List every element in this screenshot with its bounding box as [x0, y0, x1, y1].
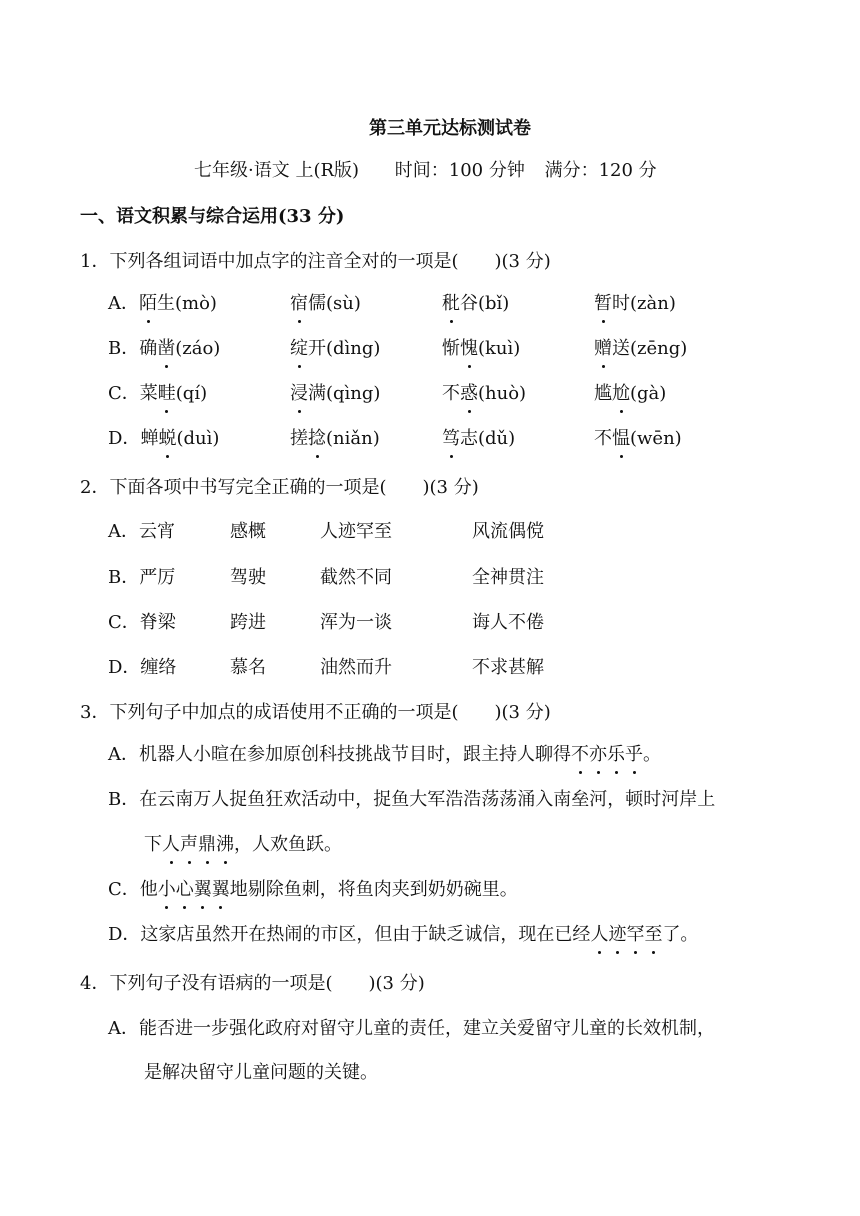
q2-option-item: 人迹罕至 — [320, 521, 392, 542]
q1-option-item: 宿儒(sù) — [290, 293, 361, 314]
dotted-character: 笃 — [442, 428, 460, 449]
question-4-option-a-line2: 是解决留守儿童问题的关键。 — [144, 1062, 378, 1083]
q2-option-item: 全神贯注 — [472, 567, 544, 588]
grade-info: 七年级·语文 上(R版) — [194, 160, 360, 181]
dotted-character: 迹 — [608, 924, 627, 945]
q1-option-item: B．确凿(záo) — [108, 338, 221, 359]
question-2-stem: 2．下面各项中书写完全正确的一项是( )(3 分) — [80, 477, 479, 498]
question-1-stem: 1．下列各组词语中加点字的注音全对的一项是( )(3 分) — [80, 251, 551, 272]
dotted-character: 人 — [162, 834, 180, 855]
dotted-idiom — [158, 879, 230, 900]
time-info: 时间：100 分钟 — [394, 160, 525, 181]
q1-option-item: 搓捻(niǎn) — [290, 428, 380, 449]
dotted-character: 陌 — [139, 293, 157, 314]
dotted-character: 尬 — [612, 383, 630, 404]
section-heading: 一、语文积累与综合运用(33 分) — [80, 206, 345, 227]
dotted-character: 乎 — [625, 744, 643, 765]
dotted-character: 畦 — [157, 383, 176, 404]
dotted-character: 人 — [590, 924, 609, 945]
dotted-character: 罕 — [626, 924, 645, 945]
q1-option-item: A．陌生(mò) — [108, 293, 217, 314]
q2-option-item: 油然而升 — [320, 657, 392, 678]
q1-option-item: 暂时(zàn) — [594, 293, 676, 314]
q2-option-item: A．云宵 — [108, 521, 175, 542]
dotted-character: 心 — [175, 879, 194, 900]
dotted-character: 小 — [157, 879, 176, 900]
q1-option-item: 笃志(dǔ) — [442, 428, 516, 449]
dotted-character: 赠 — [594, 338, 612, 359]
dotted-character: 乐 — [607, 744, 625, 765]
q1-option-item: 惭愧(kuì) — [442, 338, 521, 359]
dotted-character: 浸 — [290, 383, 308, 404]
score-info: 满分：120 分 — [544, 160, 657, 181]
dotted-character: 宿 — [290, 293, 308, 314]
dotted-character: 愧 — [460, 338, 478, 359]
dotted-idiom — [590, 924, 662, 945]
dotted-character: 愠 — [612, 428, 630, 449]
q2-option-item: D．缠络 — [108, 657, 177, 678]
dotted-character: 秕 — [442, 293, 460, 314]
question-3-option-a: A．机器人小暄在参加原创科技挑战节目时，跟主持人聊得不亦乐乎。 — [108, 744, 661, 765]
question-3-option-d: D．这家店虽然开在热闹的市区，但由于缺乏诚信，现在已经人迹罕至了。 — [108, 924, 699, 945]
dotted-character: 惑 — [460, 383, 478, 404]
dotted-character: 沸 — [216, 834, 234, 855]
q2-option-item: 慕名 — [230, 657, 266, 678]
dotted-character: 捻 — [308, 428, 326, 449]
q1-option-item: 不愠(wēn) — [594, 428, 682, 449]
question-3-stem: 3．下列句子中加点的成语使用不正确的一项是( )(3 分) — [80, 702, 551, 723]
page-title: 第三单元达标测试卷 — [369, 118, 531, 139]
q2-option-item: C．脊梁 — [108, 612, 176, 633]
q2-option-item: 驾驶 — [230, 567, 266, 588]
dotted-idiom — [571, 744, 643, 765]
dotted-character: 蜕 — [158, 428, 177, 449]
question-4-stem: 4．下列句子没有语病的一项是( )(3 分) — [80, 973, 425, 994]
q1-option-item: D．蝉蜕(duì) — [108, 428, 220, 449]
q2-option-item: 感概 — [230, 521, 266, 542]
question-4-option-a-line1: A．能否进一步强化政府对留守儿童的责任，建立关爱留守儿童的长效机制， — [108, 1018, 715, 1039]
dotted-character: 翼 — [193, 879, 212, 900]
dotted-character: 暂 — [594, 293, 612, 314]
q1-option-item: 浸满(qìng) — [290, 383, 381, 404]
exam-info — [194, 159, 657, 183]
q2-option-item: 风流偶傥 — [472, 521, 544, 542]
dotted-character: 翼 — [211, 879, 230, 900]
q1-option-item: 尴尬(gà) — [594, 383, 667, 404]
question-3-option-b-line2: 下人声鼎沸，人欢鱼跃。 — [144, 834, 342, 855]
question-3-option-c: C．他小心翼翼地剔除鱼刺，将鱼肉夹到奶奶碗里。 — [108, 879, 518, 900]
dotted-character: 鼎 — [198, 834, 216, 855]
q2-option-item: 浑为一谈 — [320, 612, 392, 633]
q1-option-item: 绽开(dìng) — [290, 338, 381, 359]
dotted-character: 绽 — [290, 338, 308, 359]
dotted-character: 声 — [180, 834, 198, 855]
q1-option-item: 秕谷(bǐ) — [442, 293, 510, 314]
q2-option-item: 跨进 — [230, 612, 266, 633]
q1-option-item: 赠送(zēng) — [594, 338, 688, 359]
q2-option-item: 不求甚解 — [472, 657, 544, 678]
q2-option-item: 截然不同 — [320, 567, 392, 588]
q2-option-item: B．严厉 — [108, 567, 176, 588]
dotted-character: 至 — [644, 924, 663, 945]
q2-option-item: 诲人不倦 — [472, 612, 544, 633]
question-3-option-b-line1: B．在云南万人捉鱼狂欢活动中，捉鱼大军浩浩荡荡涌入南垒河，顿时河岸上 — [108, 789, 716, 810]
dotted-character: 凿 — [157, 338, 176, 359]
q1-option-item: C．菜畦(qí) — [108, 383, 208, 404]
dotted-character: 亦 — [589, 744, 607, 765]
q1-option-item: 不惑(huò) — [442, 383, 527, 404]
dotted-character: 不 — [571, 744, 589, 765]
dotted-idiom — [162, 834, 234, 855]
